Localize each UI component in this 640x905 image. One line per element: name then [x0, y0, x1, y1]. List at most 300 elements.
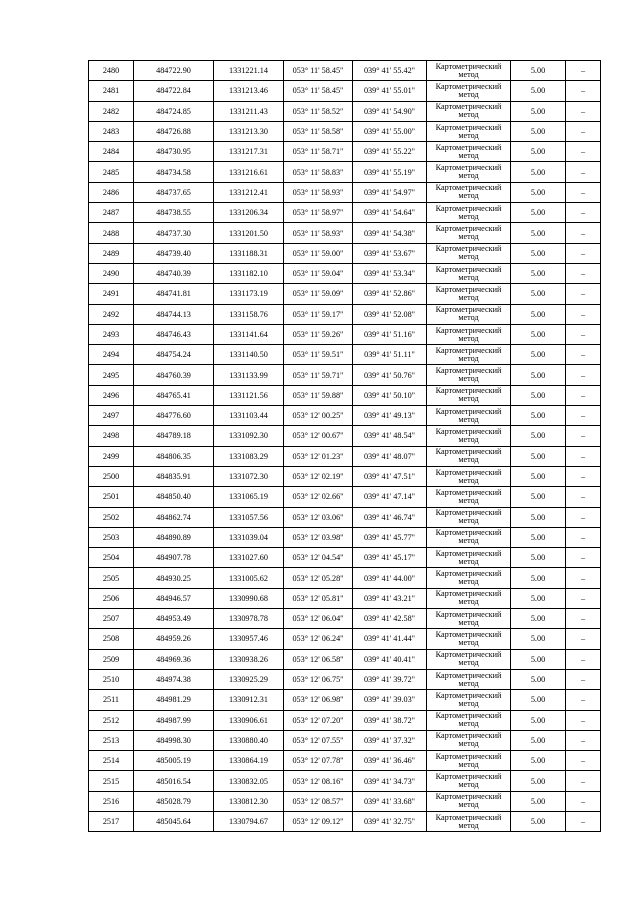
method-text: метод — [458, 353, 479, 363]
y-coordinate-cell: 1331141.64 — [214, 324, 284, 344]
longitude-cell: 039° 41' 52.08" — [353, 304, 427, 324]
note-cell: – — [566, 507, 601, 527]
longitude-cell: 039° 41' 33.68" — [353, 791, 427, 811]
x-coordinate-cell: 484969.36 — [134, 649, 214, 669]
x-coordinate-cell: 485016.54 — [134, 771, 214, 791]
method-text: Картометрический — [435, 163, 502, 173]
y-coordinate-cell: 1330906.61 — [214, 710, 284, 730]
latitude-cell: 053° 12' 06.98" — [284, 690, 353, 710]
latitude-cell: 053° 12' 07.78" — [284, 751, 353, 771]
method-cell — [427, 629, 511, 649]
note-cell: – — [566, 162, 601, 182]
x-coordinate-cell: 484726.88 — [134, 121, 214, 141]
latitude-cell: 053° 11' 59.09" — [284, 284, 353, 304]
point-number-cell: 2516 — [89, 791, 134, 811]
latitude-cell: 053° 11' 58.45" — [284, 61, 353, 81]
y-coordinate-cell: 1331216.61 — [214, 162, 284, 182]
accuracy-cell: 5.00 — [511, 284, 566, 304]
note-cell: – — [566, 446, 601, 466]
x-coordinate-cell: 484862.74 — [134, 507, 214, 527]
method-text: Картометрический — [435, 548, 502, 558]
accuracy-cell: 5.00 — [511, 365, 566, 385]
point-number-cell: 2502 — [89, 507, 134, 527]
longitude-cell: 039° 41' 34.73" — [353, 771, 427, 791]
table-row — [89, 426, 601, 446]
method-cell — [427, 324, 511, 344]
accuracy-cell: 5.00 — [511, 223, 566, 243]
y-coordinate-cell: 1331201.50 — [214, 223, 284, 243]
method-cell — [427, 548, 511, 568]
x-coordinate-cell: 484850.40 — [134, 487, 214, 507]
method-text: Картометрический — [435, 81, 502, 91]
accuracy-cell: 5.00 — [511, 142, 566, 162]
method-cell — [427, 61, 511, 81]
y-coordinate-cell: 1330957.46 — [214, 629, 284, 649]
y-coordinate-cell: 1331206.34 — [214, 203, 284, 223]
table-row — [89, 791, 601, 811]
longitude-cell: 039° 41' 45.77" — [353, 527, 427, 547]
latitude-cell: 053° 11' 59.04" — [284, 263, 353, 283]
accuracy-cell: 5.00 — [511, 243, 566, 263]
method-text: метод — [458, 272, 479, 282]
latitude-cell: 053° 11' 58.71" — [284, 142, 353, 162]
note-cell: – — [566, 771, 601, 791]
point-number-cell: 2500 — [89, 466, 134, 486]
point-number-cell: 2493 — [89, 324, 134, 344]
y-coordinate-cell: 1331213.30 — [214, 121, 284, 141]
latitude-cell: 053° 11' 58.83" — [284, 162, 353, 182]
longitude-cell: 039° 41' 45.17" — [353, 548, 427, 568]
accuracy-cell: 5.00 — [511, 588, 566, 608]
accuracy-cell: 5.00 — [511, 263, 566, 283]
method-text: метод — [458, 617, 479, 627]
point-number-cell: 2510 — [89, 669, 134, 689]
table-row — [89, 365, 601, 385]
table-row — [89, 406, 601, 426]
latitude-cell: 053° 12' 08.57" — [284, 791, 353, 811]
method-text: Картометрический — [435, 711, 502, 721]
latitude-cell: 053° 12' 06.58" — [284, 649, 353, 669]
x-coordinate-cell: 484806.35 — [134, 446, 214, 466]
accuracy-cell: 5.00 — [511, 548, 566, 568]
method-text: Картометрический — [435, 284, 502, 294]
y-coordinate-cell: 1331005.62 — [214, 568, 284, 588]
x-coordinate-cell: 484737.65 — [134, 182, 214, 202]
y-coordinate-cell: 1331065.19 — [214, 487, 284, 507]
note-cell: – — [566, 629, 601, 649]
accuracy-cell: 5.00 — [511, 527, 566, 547]
table-row — [89, 751, 601, 771]
point-number-cell: 2484 — [89, 142, 134, 162]
method-text: Картометрический — [435, 447, 502, 457]
method-cell — [427, 223, 511, 243]
method-cell — [427, 385, 511, 405]
note-cell: – — [566, 609, 601, 629]
point-number-cell: 2498 — [89, 426, 134, 446]
method-text: метод — [458, 516, 479, 526]
x-coordinate-cell: 484987.99 — [134, 710, 214, 730]
note-cell: – — [566, 203, 601, 223]
x-coordinate-cell: 484738.55 — [134, 203, 214, 223]
method-cell — [427, 466, 511, 486]
y-coordinate-cell: 1331213.46 — [214, 81, 284, 101]
x-coordinate-cell: 484724.85 — [134, 101, 214, 121]
y-coordinate-cell: 1331133.99 — [214, 365, 284, 385]
table-body — [89, 61, 601, 832]
y-coordinate-cell: 1330912.31 — [214, 690, 284, 710]
table-row — [89, 710, 601, 730]
method-text: метод — [458, 577, 479, 587]
method-cell — [427, 730, 511, 750]
y-coordinate-cell: 1330832.05 — [214, 771, 284, 791]
y-coordinate-cell: 1331057.56 — [214, 507, 284, 527]
accuracy-cell: 5.00 — [511, 162, 566, 182]
method-text: метод — [458, 759, 479, 769]
table-row — [89, 101, 601, 121]
note-cell: – — [566, 649, 601, 669]
x-coordinate-cell: 484741.81 — [134, 284, 214, 304]
latitude-cell: 053° 12' 03.06" — [284, 507, 353, 527]
note-cell: – — [566, 61, 601, 81]
latitude-cell: 053° 11' 58.97" — [284, 203, 353, 223]
note-cell: – — [566, 751, 601, 771]
method-text: Картометрический — [435, 731, 502, 741]
x-coordinate-cell: 485005.19 — [134, 751, 214, 771]
longitude-cell: 039° 41' 55.42" — [353, 61, 427, 81]
longitude-cell: 039° 41' 55.00" — [353, 121, 427, 141]
x-coordinate-cell: 484737.30 — [134, 223, 214, 243]
latitude-cell: 053° 12' 03.98" — [284, 527, 353, 547]
method-text: метод — [458, 820, 479, 830]
method-cell — [427, 669, 511, 689]
point-number-cell: 2488 — [89, 223, 134, 243]
accuracy-cell: 5.00 — [511, 791, 566, 811]
note-cell: – — [566, 568, 601, 588]
point-number-cell: 2482 — [89, 101, 134, 121]
method-text: метод — [458, 252, 479, 262]
point-number-cell: 2494 — [89, 345, 134, 365]
method-text: метод — [458, 556, 479, 566]
table-row — [89, 771, 601, 791]
method-text: Картометрический — [435, 467, 502, 477]
x-coordinate-cell: 485028.79 — [134, 791, 214, 811]
note-cell: – — [566, 284, 601, 304]
latitude-cell: 053° 12' 02.19" — [284, 466, 353, 486]
y-coordinate-cell: 1331072.30 — [214, 466, 284, 486]
longitude-cell: 039° 41' 50.76" — [353, 365, 427, 385]
table-row — [89, 284, 601, 304]
note-cell: – — [566, 487, 601, 507]
latitude-cell: 053° 11' 58.52" — [284, 101, 353, 121]
point-number-cell: 2509 — [89, 649, 134, 669]
method-text: Картометрический — [435, 386, 502, 396]
latitude-cell: 053° 11' 58.58" — [284, 121, 353, 141]
method-text: Картометрический — [435, 609, 502, 619]
table-row — [89, 162, 601, 182]
method-text: Картометрический — [435, 406, 502, 416]
y-coordinate-cell: 1330794.67 — [214, 811, 284, 831]
x-coordinate-cell: 484776.60 — [134, 406, 214, 426]
note-cell: – — [566, 385, 601, 405]
x-coordinate-cell: 484930.25 — [134, 568, 214, 588]
longitude-cell: 039° 41' 54.97" — [353, 182, 427, 202]
table-row — [89, 487, 601, 507]
point-number-cell: 2506 — [89, 588, 134, 608]
point-number-cell: 2504 — [89, 548, 134, 568]
x-coordinate-cell: 484740.39 — [134, 263, 214, 283]
accuracy-cell: 5.00 — [511, 751, 566, 771]
point-number-cell: 2511 — [89, 690, 134, 710]
latitude-cell: 053° 11' 59.88" — [284, 385, 353, 405]
x-coordinate-cell: 484746.43 — [134, 324, 214, 344]
method-cell — [427, 751, 511, 771]
accuracy-cell: 5.00 — [511, 385, 566, 405]
latitude-cell: 053° 12' 04.54" — [284, 548, 353, 568]
note-cell: – — [566, 466, 601, 486]
longitude-cell: 039° 41' 51.16" — [353, 324, 427, 344]
table-row — [89, 629, 601, 649]
method-cell — [427, 81, 511, 101]
method-text: метод — [458, 150, 479, 160]
method-text: метод — [458, 313, 479, 323]
x-coordinate-cell: 484722.90 — [134, 61, 214, 81]
latitude-cell: 053° 12' 05.81" — [284, 588, 353, 608]
longitude-cell: 039° 41' 38.72" — [353, 710, 427, 730]
accuracy-cell: 5.00 — [511, 649, 566, 669]
method-text: метод — [458, 658, 479, 668]
method-cell — [427, 243, 511, 263]
y-coordinate-cell: 1330978.78 — [214, 609, 284, 629]
x-coordinate-cell: 484953.49 — [134, 609, 214, 629]
note-cell: – — [566, 345, 601, 365]
point-number-cell: 2487 — [89, 203, 134, 223]
method-text: метод — [458, 597, 479, 607]
note-cell: – — [566, 263, 601, 283]
longitude-cell: 039° 41' 39.72" — [353, 669, 427, 689]
accuracy-cell: 5.00 — [511, 182, 566, 202]
latitude-cell: 053° 11' 58.45" — [284, 81, 353, 101]
point-number-cell: 2507 — [89, 609, 134, 629]
method-text: Картометрический — [435, 772, 502, 782]
method-text: Картометрический — [435, 102, 502, 112]
note-cell: – — [566, 811, 601, 831]
longitude-cell: 039° 41' 44.00" — [353, 568, 427, 588]
method-text: Картометрический — [435, 224, 502, 234]
method-cell — [427, 811, 511, 831]
y-coordinate-cell: 1331211.43 — [214, 101, 284, 121]
method-text: Картометрический — [435, 122, 502, 132]
method-text: Картометрический — [435, 508, 502, 518]
method-cell — [427, 588, 511, 608]
method-text: метод — [458, 698, 479, 708]
accuracy-cell: 5.00 — [511, 690, 566, 710]
x-coordinate-cell: 484754.24 — [134, 345, 214, 365]
point-number-cell: 2489 — [89, 243, 134, 263]
note-cell: – — [566, 527, 601, 547]
method-text: метод — [458, 191, 479, 201]
accuracy-cell: 5.00 — [511, 771, 566, 791]
method-text: метод — [458, 780, 479, 790]
method-text: Картометрический — [435, 183, 502, 193]
method-text: метод — [458, 110, 479, 120]
x-coordinate-cell: 484760.39 — [134, 365, 214, 385]
x-coordinate-cell: 485045.64 — [134, 811, 214, 831]
table-row — [89, 507, 601, 527]
longitude-cell: 039° 41' 55.22" — [353, 142, 427, 162]
point-number-cell: 2508 — [89, 629, 134, 649]
note-cell: – — [566, 588, 601, 608]
x-coordinate-cell: 484890.89 — [134, 527, 214, 547]
method-text: Картометрический — [435, 629, 502, 639]
method-cell — [427, 791, 511, 811]
note-cell: – — [566, 304, 601, 324]
y-coordinate-cell: 1331121.56 — [214, 385, 284, 405]
latitude-cell: 053° 12' 00.25" — [284, 406, 353, 426]
method-text: метод — [458, 171, 479, 181]
point-number-cell: 2486 — [89, 182, 134, 202]
y-coordinate-cell: 1330864.19 — [214, 751, 284, 771]
point-number-cell: 2490 — [89, 263, 134, 283]
point-number-cell: 2497 — [89, 406, 134, 426]
table-row — [89, 466, 601, 486]
note-cell: – — [566, 791, 601, 811]
accuracy-cell: 5.00 — [511, 426, 566, 446]
table-row — [89, 203, 601, 223]
longitude-cell: 039° 41' 36.46" — [353, 751, 427, 771]
point-number-cell: 2503 — [89, 527, 134, 547]
method-text: Картометрический — [435, 264, 502, 274]
note-cell: – — [566, 690, 601, 710]
method-text: метод — [458, 69, 479, 79]
table-row — [89, 527, 601, 547]
longitude-cell: 039° 41' 49.13" — [353, 406, 427, 426]
note-cell: – — [566, 426, 601, 446]
longitude-cell: 039° 41' 53.34" — [353, 263, 427, 283]
point-number-cell: 2499 — [89, 446, 134, 466]
accuracy-cell: 5.00 — [511, 609, 566, 629]
method-cell — [427, 345, 511, 365]
method-text: метод — [458, 739, 479, 749]
latitude-cell: 053° 11' 59.00" — [284, 243, 353, 263]
point-number-cell: 2495 — [89, 365, 134, 385]
latitude-cell: 053° 11' 59.51" — [284, 345, 353, 365]
y-coordinate-cell: 1330812.30 — [214, 791, 284, 811]
accuracy-cell: 5.00 — [511, 121, 566, 141]
latitude-cell: 053° 12' 06.04" — [284, 609, 353, 629]
table-row — [89, 548, 601, 568]
y-coordinate-cell: 1330990.68 — [214, 588, 284, 608]
longitude-cell: 039° 41' 52.86" — [353, 284, 427, 304]
longitude-cell: 039° 41' 41.44" — [353, 629, 427, 649]
method-text: метод — [458, 495, 479, 505]
accuracy-cell: 5.00 — [511, 466, 566, 486]
latitude-cell: 053° 12' 07.20" — [284, 710, 353, 730]
method-text: метод — [458, 211, 479, 221]
method-text: метод — [458, 394, 479, 404]
table-row — [89, 182, 601, 202]
x-coordinate-cell: 484730.95 — [134, 142, 214, 162]
longitude-cell: 039° 41' 50.10" — [353, 385, 427, 405]
x-coordinate-cell: 484974.38 — [134, 669, 214, 689]
method-text: метод — [458, 130, 479, 140]
accuracy-cell: 5.00 — [511, 669, 566, 689]
latitude-cell: 053° 12' 08.16" — [284, 771, 353, 791]
x-coordinate-cell: 484907.78 — [134, 548, 214, 568]
x-coordinate-cell: 484998.30 — [134, 730, 214, 750]
x-coordinate-cell: 484959.26 — [134, 629, 214, 649]
latitude-cell: 053° 12' 01.23" — [284, 446, 353, 466]
table-row — [89, 263, 601, 283]
latitude-cell: 053° 12' 02.66" — [284, 487, 353, 507]
x-coordinate-cell: 484946.57 — [134, 588, 214, 608]
point-number-cell: 2514 — [89, 751, 134, 771]
table-row — [89, 61, 601, 81]
table-row — [89, 690, 601, 710]
note-cell: – — [566, 324, 601, 344]
longitude-cell: 039° 41' 48.07" — [353, 446, 427, 466]
note-cell: – — [566, 243, 601, 263]
longitude-cell: 039° 41' 48.54" — [353, 426, 427, 446]
table-row — [89, 345, 601, 365]
longitude-cell: 039° 41' 40.41" — [353, 649, 427, 669]
method-text: Картометрический — [435, 61, 502, 71]
longitude-cell: 039° 41' 54.64" — [353, 203, 427, 223]
method-text: метод — [458, 536, 479, 546]
method-text: Картометрический — [435, 142, 502, 152]
longitude-cell: 039° 41' 53.67" — [353, 243, 427, 263]
method-cell — [427, 182, 511, 202]
method-text: Картометрический — [435, 650, 502, 660]
accuracy-cell: 5.00 — [511, 345, 566, 365]
accuracy-cell: 5.00 — [511, 730, 566, 750]
method-text: Картометрический — [435, 426, 502, 436]
note-cell: – — [566, 710, 601, 730]
method-cell — [427, 365, 511, 385]
point-number-cell: 2513 — [89, 730, 134, 750]
note-cell: – — [566, 142, 601, 162]
table-row — [89, 223, 601, 243]
method-text: Картометрический — [435, 203, 502, 213]
table-row — [89, 121, 601, 141]
method-text: метод — [458, 719, 479, 729]
latitude-cell: 053° 11' 59.17" — [284, 304, 353, 324]
method-text: Картометрический — [435, 792, 502, 802]
table-row — [89, 385, 601, 405]
latitude-cell: 053° 12' 06.75" — [284, 669, 353, 689]
method-cell — [427, 507, 511, 527]
latitude-cell: 053° 11' 58.93" — [284, 223, 353, 243]
coordinates-table — [88, 60, 601, 832]
longitude-cell: 039° 41' 42.58" — [353, 609, 427, 629]
latitude-cell: 053° 12' 06.24" — [284, 629, 353, 649]
latitude-cell: 053° 11' 58.93" — [284, 182, 353, 202]
accuracy-cell: 5.00 — [511, 203, 566, 223]
note-cell: – — [566, 81, 601, 101]
table-row — [89, 568, 601, 588]
table-row — [89, 730, 601, 750]
method-text: Картометрический — [435, 325, 502, 335]
method-cell — [427, 406, 511, 426]
point-number-cell: 2505 — [89, 568, 134, 588]
table-row — [89, 243, 601, 263]
method-text: метод — [458, 374, 479, 384]
method-text: метод — [458, 800, 479, 810]
y-coordinate-cell: 1331212.41 — [214, 182, 284, 202]
point-number-cell: 2512 — [89, 710, 134, 730]
method-text: метод — [458, 414, 479, 424]
note-cell: – — [566, 548, 601, 568]
method-text: метод — [458, 89, 479, 99]
